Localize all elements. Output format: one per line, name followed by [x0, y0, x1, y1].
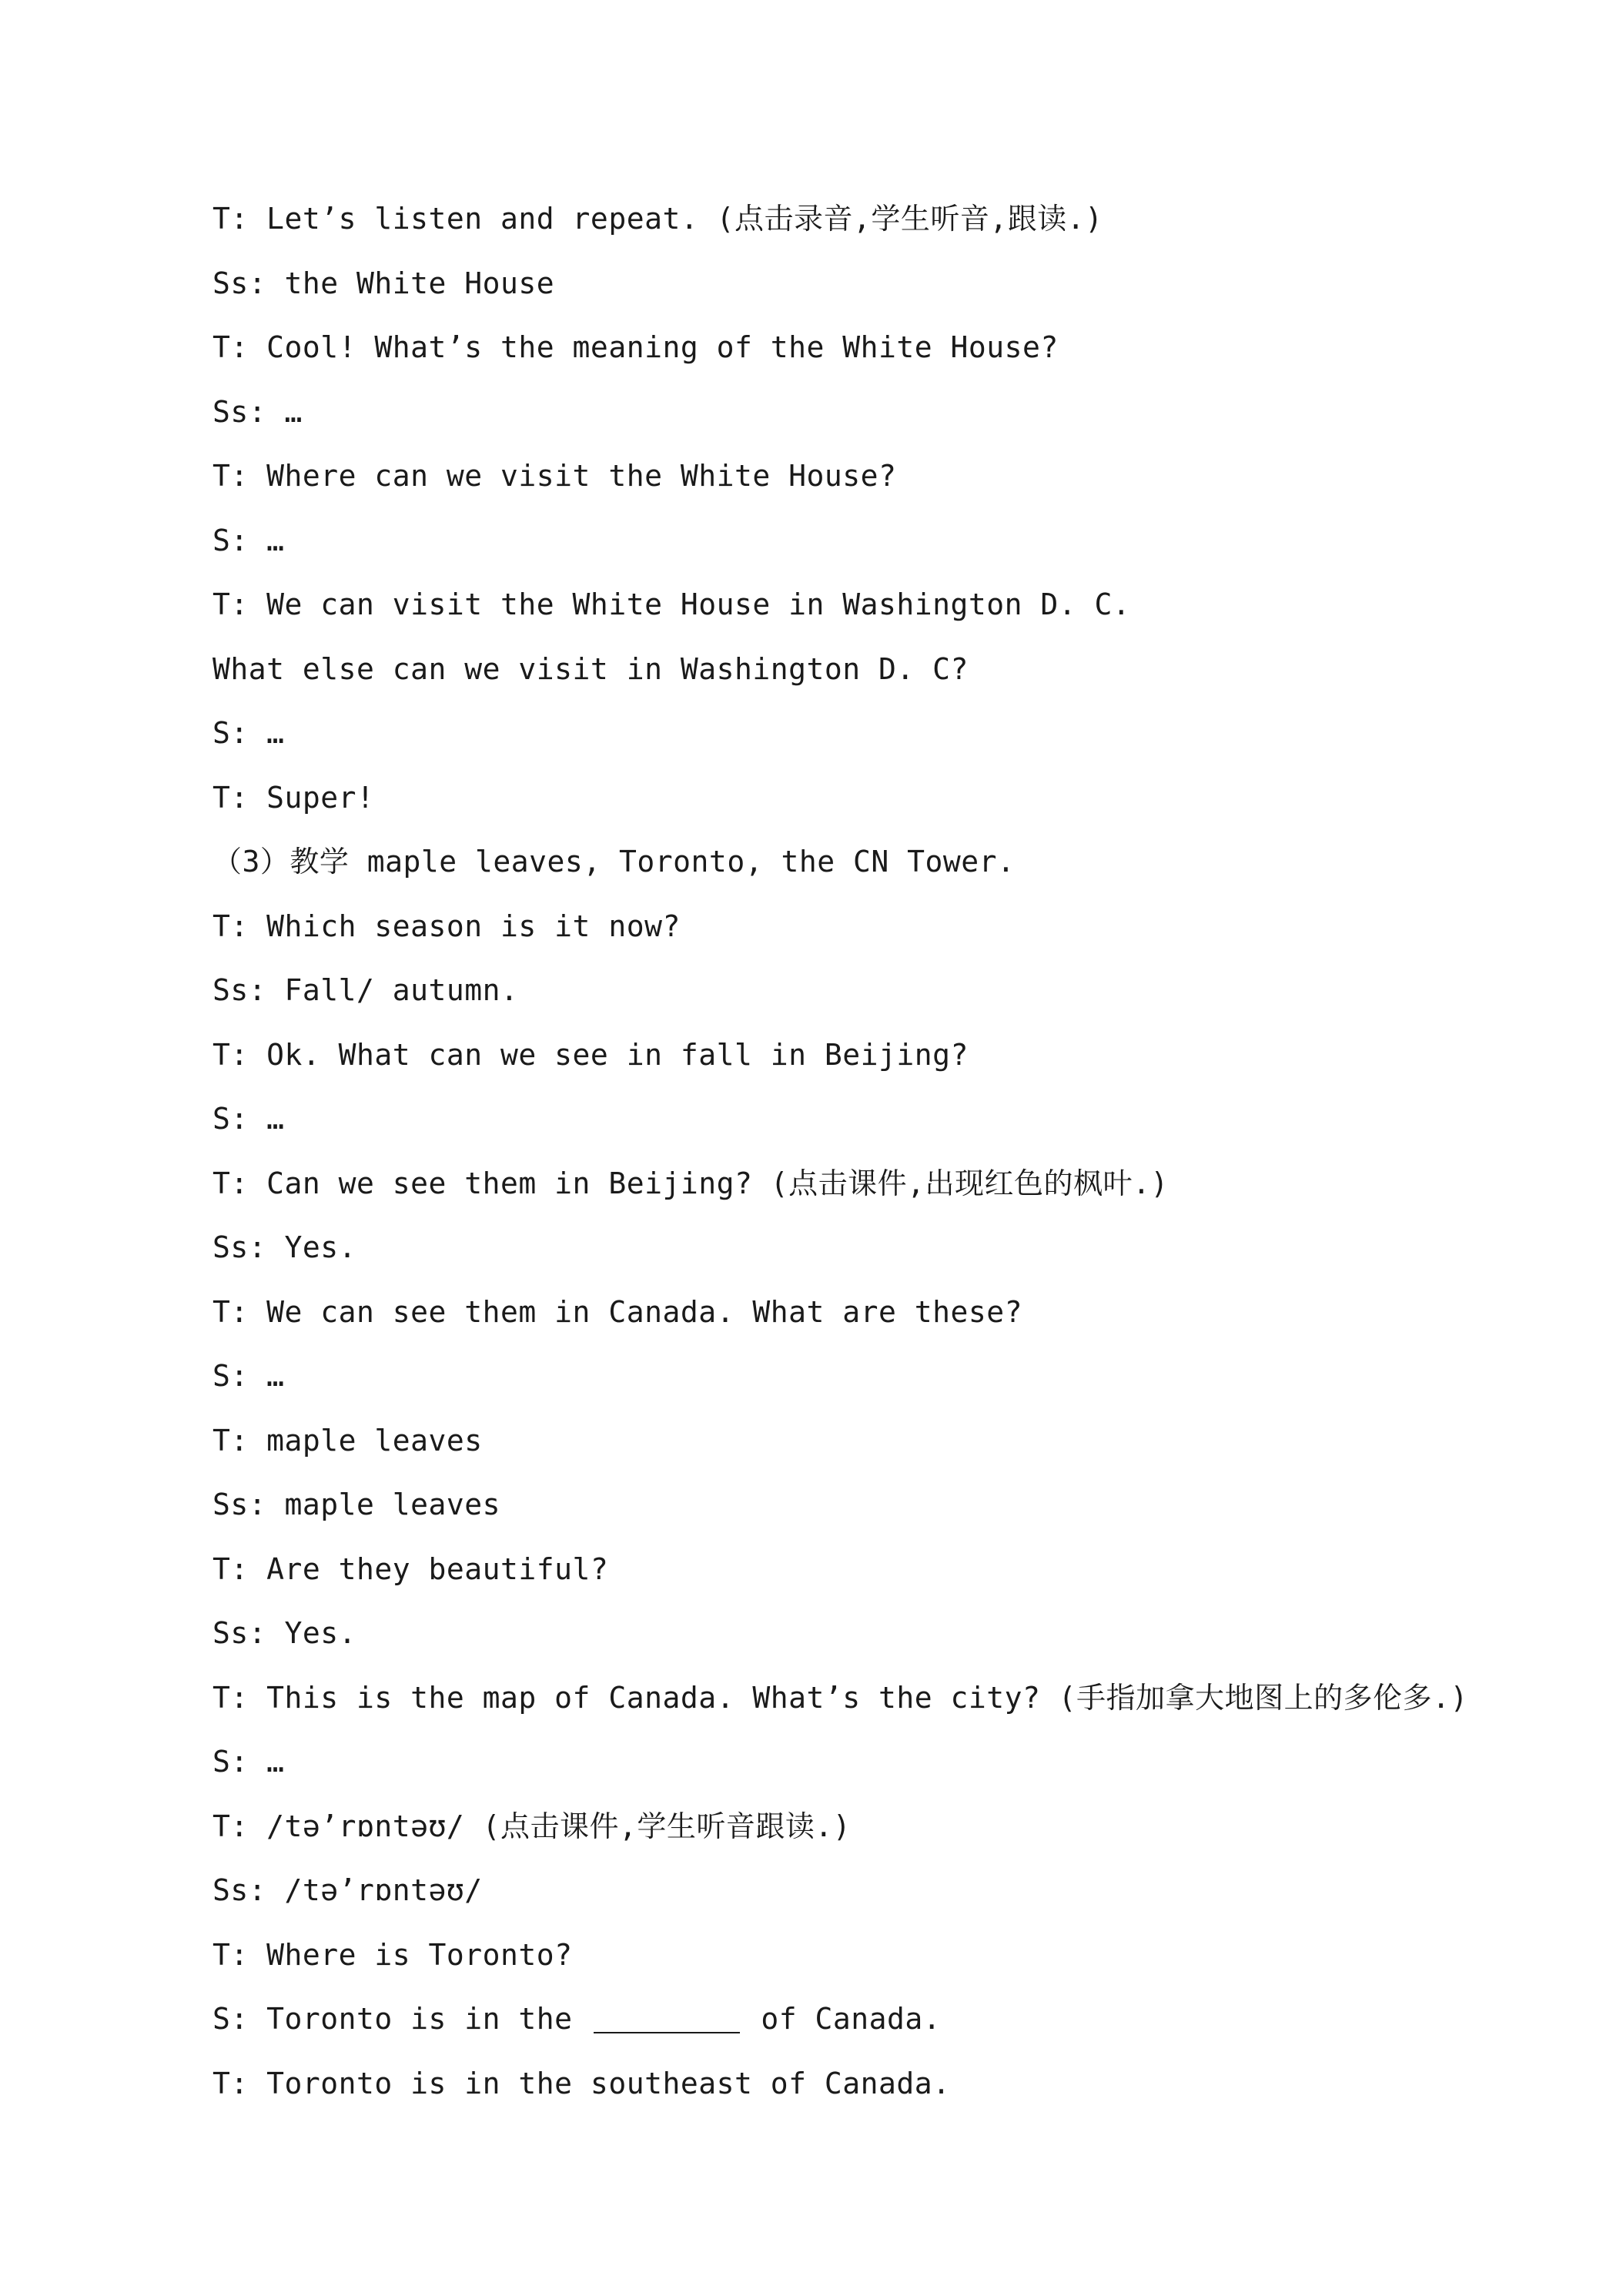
text-line: T: Can we see them in Beijing? (点击课件,出现红色的枫叶.) [212, 1166, 1169, 1200]
fill-in-after: of Canada. [761, 2002, 942, 2036]
text-line: T: maple leaves [212, 1423, 483, 1458]
text-line: Ss: Fall/ autumn. [212, 973, 519, 1007]
text-line: S: … [212, 1102, 285, 1136]
text-line: What else can we visit in Washington D. C? [212, 651, 969, 686]
text-line: T: Where can we visit the White House? [212, 459, 897, 493]
text-line: Ss: the White House [212, 266, 555, 300]
text-line: T: /tə’rɒntəʊ/ (点击课件,学生听音跟读.) [212, 1809, 852, 1843]
dialogue-text [212, 196, 1521, 2124]
text-line: Ss: Yes. [212, 1616, 357, 1650]
text-line: T: Cool! What’s the meaning of the White House? [212, 330, 1059, 364]
text-line: S: … [212, 1359, 285, 1393]
text-line: T: Are they beautiful? [212, 1551, 609, 1586]
fill-in-before: S: Toronto is in the [212, 2002, 573, 2036]
text-line: T: Toronto is in the southeast of Canada. [212, 2066, 951, 2100]
text-line: Ss: maple leaves [212, 1488, 501, 1521]
text-line: S: … [212, 523, 285, 557]
text-line: T: We can visit the White House in Washington D. C. [212, 587, 1131, 621]
text-line: T: This is the map of Canada. What’s the city? (手指加拿大地图上的多伦多.) [212, 1680, 1468, 1715]
text-line: T: Ok. What can we see in fall in Beijing? [212, 1037, 969, 1072]
text-line: Ss: Yes. [212, 1230, 357, 1264]
text-line: T: Which season is it now? [212, 909, 681, 943]
text-line: T: Where is Toronto? [212, 1937, 573, 1972]
answer-blank [594, 2001, 740, 2033]
text-line: S: … [212, 1745, 285, 1779]
text-line: T: We can see them in Canada. What are these? [212, 1294, 1023, 1329]
text-line: T: Super! [212, 780, 375, 815]
fill-in-line [212, 1996, 1521, 2060]
text-line: Ss: /tə’rɒntəʊ/ [212, 1873, 483, 1907]
text-line: Ss: … [212, 394, 303, 429]
section-heading: （3）教学 maple leaves, Toronto, the CN Tower. [212, 845, 1016, 879]
text-line: T: Let’s listen and repeat. (点击录音,学生听音,跟读.) [212, 202, 1103, 236]
text-line: S: … [212, 716, 285, 750]
